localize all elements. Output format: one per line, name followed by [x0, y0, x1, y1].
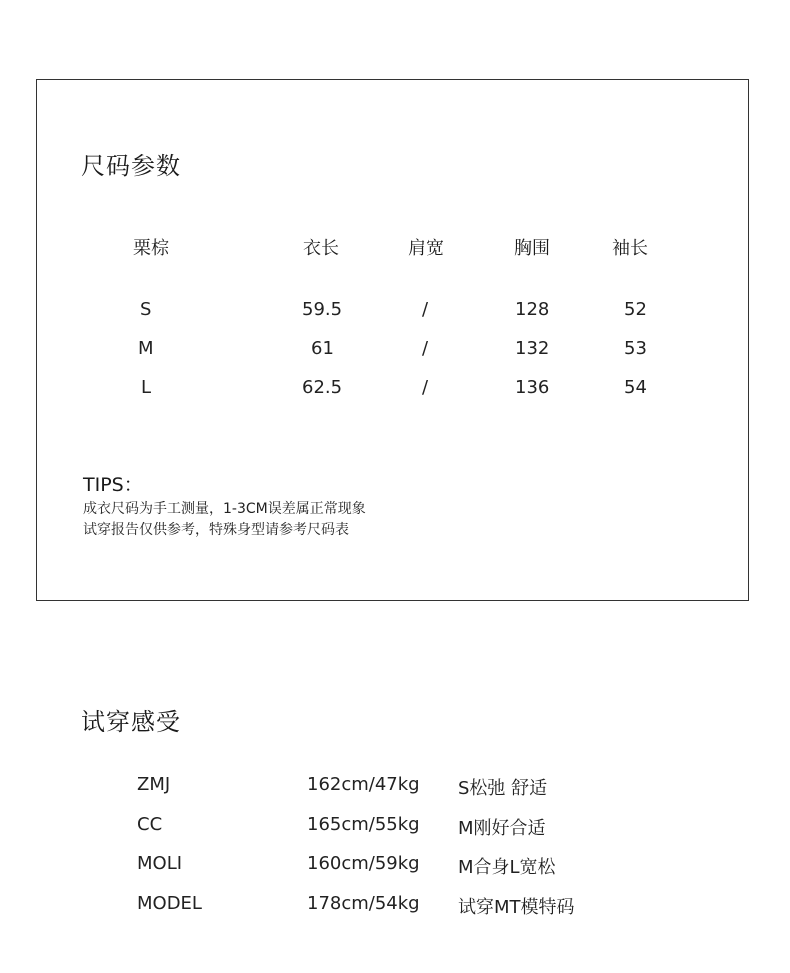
length-value: 61	[311, 338, 334, 359]
size-label: M	[138, 338, 154, 359]
header-color: 栗棕	[133, 238, 169, 259]
sleeve-value: 52	[624, 299, 647, 320]
tips-line: 成衣尺码为手工测量，1-3CM误差属正常现象	[83, 501, 366, 517]
tester-measurements: 160cm/59kg	[307, 853, 420, 874]
tester-name: MODEL	[137, 893, 202, 914]
chest-value: 132	[515, 338, 550, 359]
size-chart-panel	[36, 79, 749, 601]
tester-name: CC	[137, 814, 163, 835]
chest-value: 128	[515, 299, 550, 320]
tester-measurements: 162cm/47kg	[307, 774, 420, 795]
shoulder-value: /	[422, 338, 429, 359]
size-chart-title: 尺码参数	[81, 152, 181, 180]
size-label: S	[140, 299, 152, 320]
tester-feedback: 试穿MT模特码	[458, 897, 575, 918]
tester-feedback: M刚好合适	[458, 818, 546, 839]
tester-measurements: 165cm/55kg	[307, 814, 420, 835]
shoulder-value: /	[422, 299, 429, 320]
tips-line: 试穿报告仅供参考，特殊身型请参考尺码表	[83, 522, 349, 538]
length-value: 59.5	[302, 299, 343, 320]
size-label: L	[141, 377, 152, 398]
header-length: 衣长	[303, 238, 339, 259]
tester-measurements: 178cm/54kg	[307, 893, 420, 914]
header-sleeve: 袖长	[612, 238, 648, 259]
sleeve-value: 53	[624, 338, 647, 359]
tester-name: ZMJ	[137, 774, 171, 795]
sleeve-value: 54	[624, 377, 647, 398]
length-value: 62.5	[302, 377, 343, 398]
tester-name: MOLI	[137, 853, 183, 874]
fit-feedback-title: 试穿感受	[81, 708, 181, 736]
tester-feedback: M合身L宽松	[458, 857, 556, 878]
tester-feedback: S松弛 舒适	[458, 778, 548, 799]
header-shoulder: 肩宽	[408, 238, 444, 259]
tips-title: TIPS：	[83, 474, 143, 496]
shoulder-value: /	[422, 377, 429, 398]
chest-value: 136	[515, 377, 550, 398]
header-chest: 胸围	[514, 238, 550, 259]
